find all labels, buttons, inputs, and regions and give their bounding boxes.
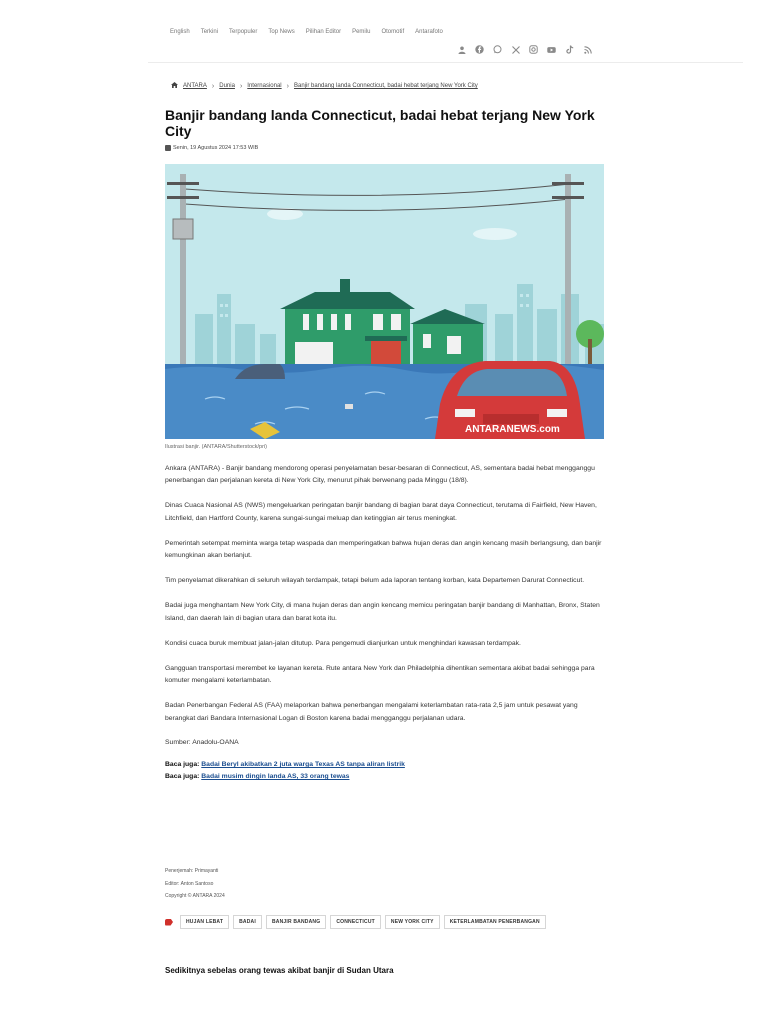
tag[interactable]: HUJAN LEBAT [180,915,229,929]
user-icon[interactable] [457,45,466,54]
breadcrumb [171,82,478,90]
paragraph: Kondisi cuaca buruk membuat jalan-jalan ditutup. Para pengemudi dianjurkan untuk menghindari kawasan terdampak. [165,639,521,647]
article-date-text: Senin, 19 Agustus 2024 17:53 WIB [173,145,259,151]
paragraph: Dinas Cuaca Nasional AS (NWS) mengeluarkan peringatan banjir bandang di bagian barat daya Connecticut, terutama di Fairfield, New Haven, Litchfield, dan Hartford County, karena sungai-sungai meluap dan ketinggian air terus meningkat. [165,502,597,522]
header-divider [148,62,743,63]
related-article-title[interactable]: Sedikitnya sebelas orang tewas akibat banjir di Sudan Utara [165,966,394,975]
tag[interactable]: BADAI [233,915,262,929]
article-date [165,145,258,151]
article-body [165,463,603,783]
top-navigation [170,29,443,35]
home-icon [171,82,178,90]
nav-item-pilihan-editor[interactable]: Pilihan Editor [305,29,342,35]
rss-icon[interactable] [583,45,592,54]
social-links [457,45,592,54]
chevron-right-icon: › [286,82,289,90]
paragraph: Gangguan transportasi merembet ke layanan kereta. Rute antara New York dan Philadelphia dihentikan sementara akibat badai sehingga para komuter mengalami keterlambatan. [165,665,595,685]
breadcrumb-home[interactable]: ANTARA [183,83,207,89]
image-caption: Ilustrasi banjir. (ANTARA/Shutterstock/pri) [165,444,267,450]
tag-list [165,915,546,929]
read-also [165,759,603,783]
tiktok-icon[interactable] [565,45,574,54]
paragraph: Ankara (ANTARA) - Banjir bandang mendorong operasi penyelamatan besar-besaran di Connecticut, AS, sementara badai hebat mengganggu penerbangan dan perjalanan kereta di New York City, menurut pihak berwenang pada Minggu (18/8). [165,465,595,485]
nav-item-english[interactable]: English [170,29,190,35]
facebook-icon[interactable] [475,45,484,54]
article-image [165,164,604,439]
tag[interactable]: KETERLAMBATAN PENERBANGAN [444,915,546,929]
paragraph: Pemerintah setempat meminta warga tetap waspada dan memperingatkan bahwa hujan deras dan angin kencang masih berlangsung, dan banjir kemungkinan akan berlanjut. [165,539,602,560]
youtube-icon[interactable] [547,45,556,54]
editor: Editor: Anton Santoso [165,880,214,887]
copyright: Copyright © ANTARA 2024 [165,893,225,899]
whatsapp-icon[interactable] [493,45,502,54]
nav-item-antarafoto[interactable]: Antarafoto [415,29,443,35]
article-source: Sumber: Anadolu-OANA [165,738,239,746]
breadcrumb-current[interactable]: Banjir bandang landa Connecticut, badai hebat terjang New York City [293,83,478,89]
article-title: Banjir bandang landa Connecticut, badai hebat terjang New York City [165,107,595,139]
read-also-label: Baca juga: [165,773,200,781]
calendar-icon [165,145,171,151]
nav-item-terpopuler[interactable]: Terpopuler [229,29,258,35]
breadcrumb-dunia[interactable]: Dunia [219,83,235,89]
x-icon[interactable] [511,45,520,54]
instagram-icon[interactable] [529,45,538,54]
tag[interactable]: CONNECTICUT [330,915,381,929]
nav-item-top-news[interactable]: Top News [268,29,295,35]
chevron-right-icon: › [211,82,215,90]
read-also-link[interactable]: Badai musim dingin landa AS, 33 orang tewas [201,773,350,781]
breadcrumb-internasional[interactable]: Internasional [247,83,282,89]
nav-item-pemilu[interactable]: Pemilu [352,29,371,35]
article-credits [165,865,225,903]
paragraph: Badan Penerbangan Federal AS (FAA) melaporkan bahwa penerbangan mengalami keterlambatan rata-rata 2,5 jam untuk pesawat yang berangkat dari Bandara Internasional Logan di Boston karena badai mengganggu perjalanan udara. [165,702,578,722]
read-also-link[interactable]: Badai Beryl akibatkan 2 juta warga Texas AS tanpa aliran listrik [201,761,405,769]
tag[interactable]: NEW YORK CITY [385,915,440,929]
read-also-label: Baca juga: [165,761,200,769]
paragraph: Tim penyelamat dikerahkan di seluruh wilayah terdampak, tetapi belum ada laporan tentang korban, kata Departemen Darurat Connecticut. [165,577,585,585]
tag-icon [165,919,173,926]
nav-item-terkini[interactable]: Terkini [200,29,219,35]
paragraph: Badai juga menghantam New York City, di mana hujan deras dan angin kencang memicu peringatan banjir bandang di Manhattan, Bronx, Staten Island, dan daerah lain di bagian utara dan barat kota itu. [165,602,600,622]
translator: Penerjemah: Primayanti [165,868,219,874]
nav-item-otomotif[interactable]: Otomotif [381,29,405,35]
tag[interactable]: BANJIR BANDANG [266,915,326,929]
chevron-right-icon: › [239,82,243,90]
image-watermark: ANTARANEWS.com [465,424,560,435]
